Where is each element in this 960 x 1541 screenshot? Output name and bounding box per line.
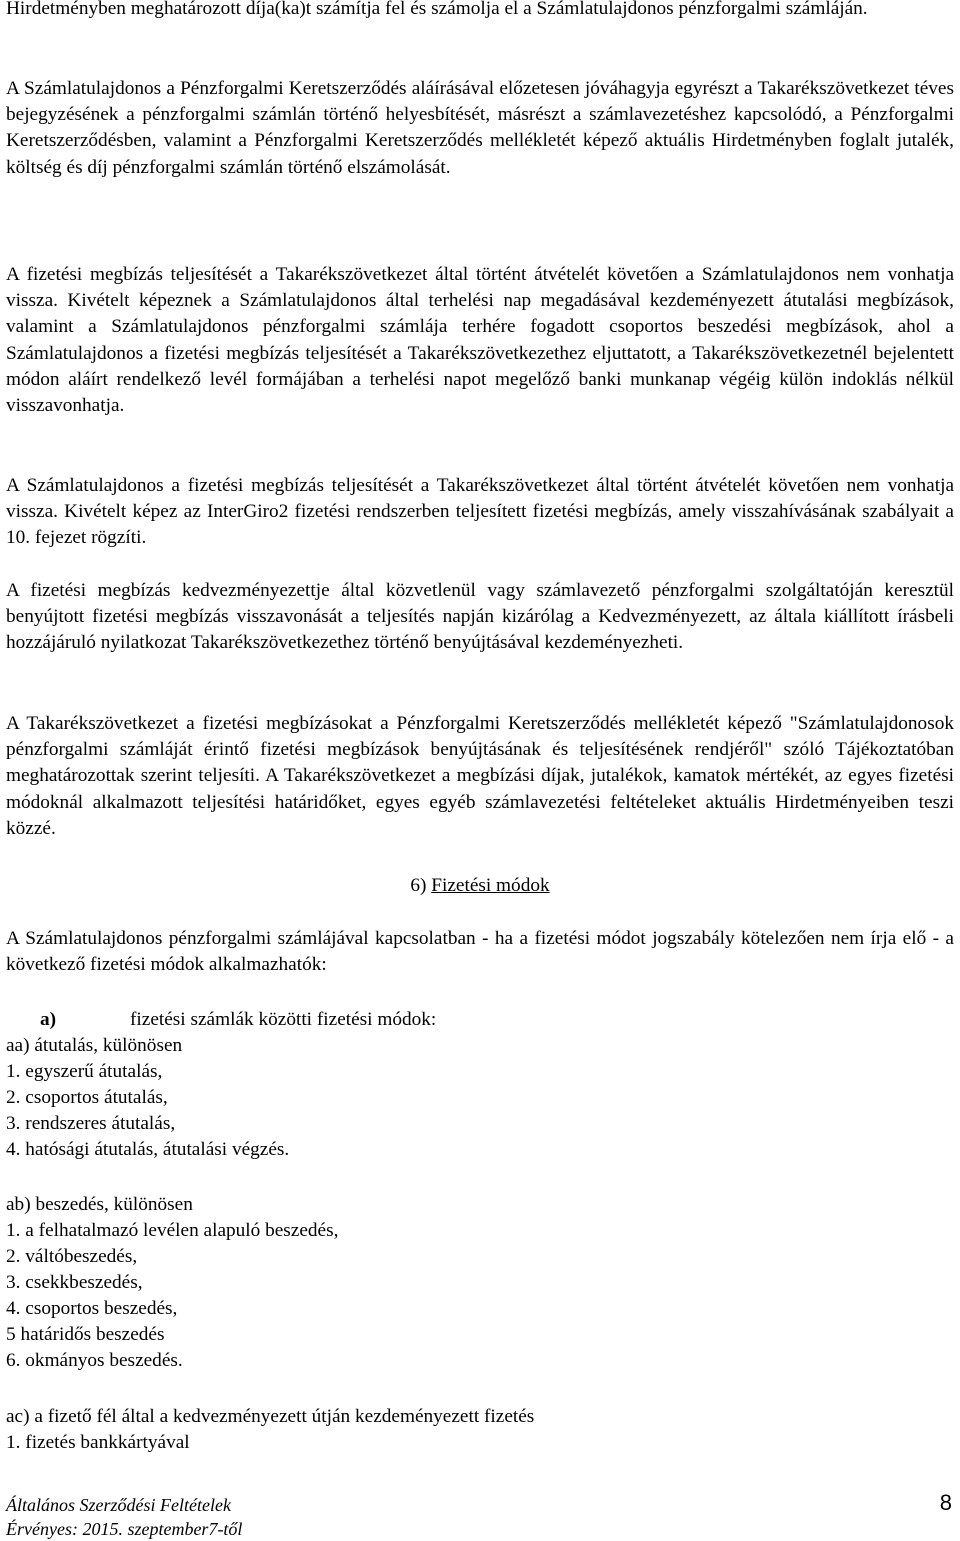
paragraph-beneficiary: A fizetési megbízás kedvezményezettje által közvetlenül vagy számlavezető pénzforgalmi szolgáltatóján keresztül benyújtott fizetési megbízás visszavonását a teljesítés napján kizárólag a Kedvezményezett, az általa kiállított írásbeli hozzájáruló nyilatkozat Takarékszövetkezethez történő benyújtásával kezdeményezheti. (6, 580, 954, 654)
list-item: 2. csoportos átutalás, (6, 1087, 168, 1108)
paragraph-fee-note: Hirdetményben meghatározott díja(ka)t számítja fel és számolja el a Számlatulajdonos pénzforgalmi számláján. (6, 0, 868, 19)
paragraph-revocation: A fizetési megbízás teljesítését a Takarékszövetkezet által történt átvételét követően a Számlatulajdonos nem vonhatja vissza. Kivételt képeznek a Számlatulajdonos által terhelési nap megadásával kezdeményezett átutalási megbízások, valamint a Számlatulajdonos pénzforgalmi számlája terhére fogadott csoportos beszedési megbízások, ahol a Számlatulajdonos a fizetési megbízás teljesítését a Takarékszövetkezethez eljuttatott, a Takarékszövetkezetnél bejelentett módon aláírt rendelkező levél formájában a terhelési napot megelőző banki munkanap végéig külön indoklás nélkül visszavonhatja. (6, 264, 954, 417)
list-item: 3. csekkbeszedés, (6, 1272, 143, 1293)
list-item: 2. váltóbeszedés, (6, 1246, 138, 1267)
list-item: 1. a felhatalmazó levélen alapuló beszedés, (6, 1220, 339, 1241)
paragraph-execution: A Takarékszövetkezet a fizetési megbízásokat a Pénzforgalmi Keretszerződés mellékletét képező "Számlatulajdonosok pénzforgalmi számláját érintő fizetési megbízások benyújtásának és teljesítésének rendjéről" szóló Tájékoztatóban meghatározottak szerint teljesíti. A Takarékszövetkezet a megbízási díjak, jutalékok, kamatok mértékét, az egyes fizetési módoknál alkalmazott teljesítési határidőket, egyes egyéb számlavezetési feltételeket aktuális Hirdetményeiben teszi közzé. (6, 713, 954, 839)
list-item: aa) átutalás, különösen (6, 1035, 183, 1056)
subsection-a-label: a) (40, 1009, 57, 1030)
list-item: ac) a fizető fél által a kedvezményezett útján kezdeményezett fizetés (6, 1406, 535, 1427)
list-item: 1. egyszerű átutalás, (6, 1061, 163, 1082)
paragraph-prior-approval: A Számlatulajdonos a Pénzforgalmi Keretszerződés aláírásával előzetesen jóváhagyja egyrészt a Takarékszövetkezet téves bejegyzésének a pénzforgalmi számlán történő helyesbítését, másrészt a számlavezetéshez kapcsolódó, a Pénzforgalmi Keretszerződésben, valamint a Pénzforgalmi Keretszerződés mellékletét képező aktuális Hirdetményben foglalt jutalék, költség és díj pénzforgalmi számlán történő elszámolását. (6, 78, 954, 178)
list-item: 4. csoportos beszedés, (6, 1298, 178, 1319)
list-item: 3. rendszeres átutalás, (6, 1113, 176, 1134)
section-number: 6) (410, 875, 427, 896)
list-item: 1. fizetés bankkártyával (6, 1432, 190, 1453)
page-number: 8 (939, 1490, 952, 1515)
section-title: Fizetési módok (431, 875, 550, 896)
section-heading (6, 873, 954, 899)
subsection-a-heading (6, 1007, 436, 1033)
paragraph-intergiro: A Számlatulajdonos a fizetési megbízás teljesítését a Takarékszövetkezet által történt átvételét követően nem vonhatja vissza. Kivételt képez az InterGiro2 fizetési rendszerben teljesített fizetési megbízás, amely visszahívásának szabályait a 10. fejezet rögzíti. (6, 475, 954, 549)
footer-title: Általános Szerződési Feltételek (6, 1495, 231, 1515)
paragraph-intro: A Számlatulajdonos pénzforgalmi számlájával kapcsolatban - ha a fizetési módot jogszabály kötelezően nem írja elő - a következő fizetési módok alkalmazhatók: (6, 928, 954, 976)
list-item: 5 határidős beszedés (6, 1324, 165, 1345)
list-item: ab) beszedés, különösen (6, 1194, 193, 1215)
list-item: 4. hatósági átutalás, átutalási végzés. (6, 1139, 290, 1160)
footer-valid-date: Érvényes: 2015. szeptember7-től (6, 1519, 243, 1539)
subsection-a-title: fizetési számlák közötti fizetési módok: (130, 1009, 437, 1030)
list-item: 6. okmányos beszedés. (6, 1350, 183, 1371)
